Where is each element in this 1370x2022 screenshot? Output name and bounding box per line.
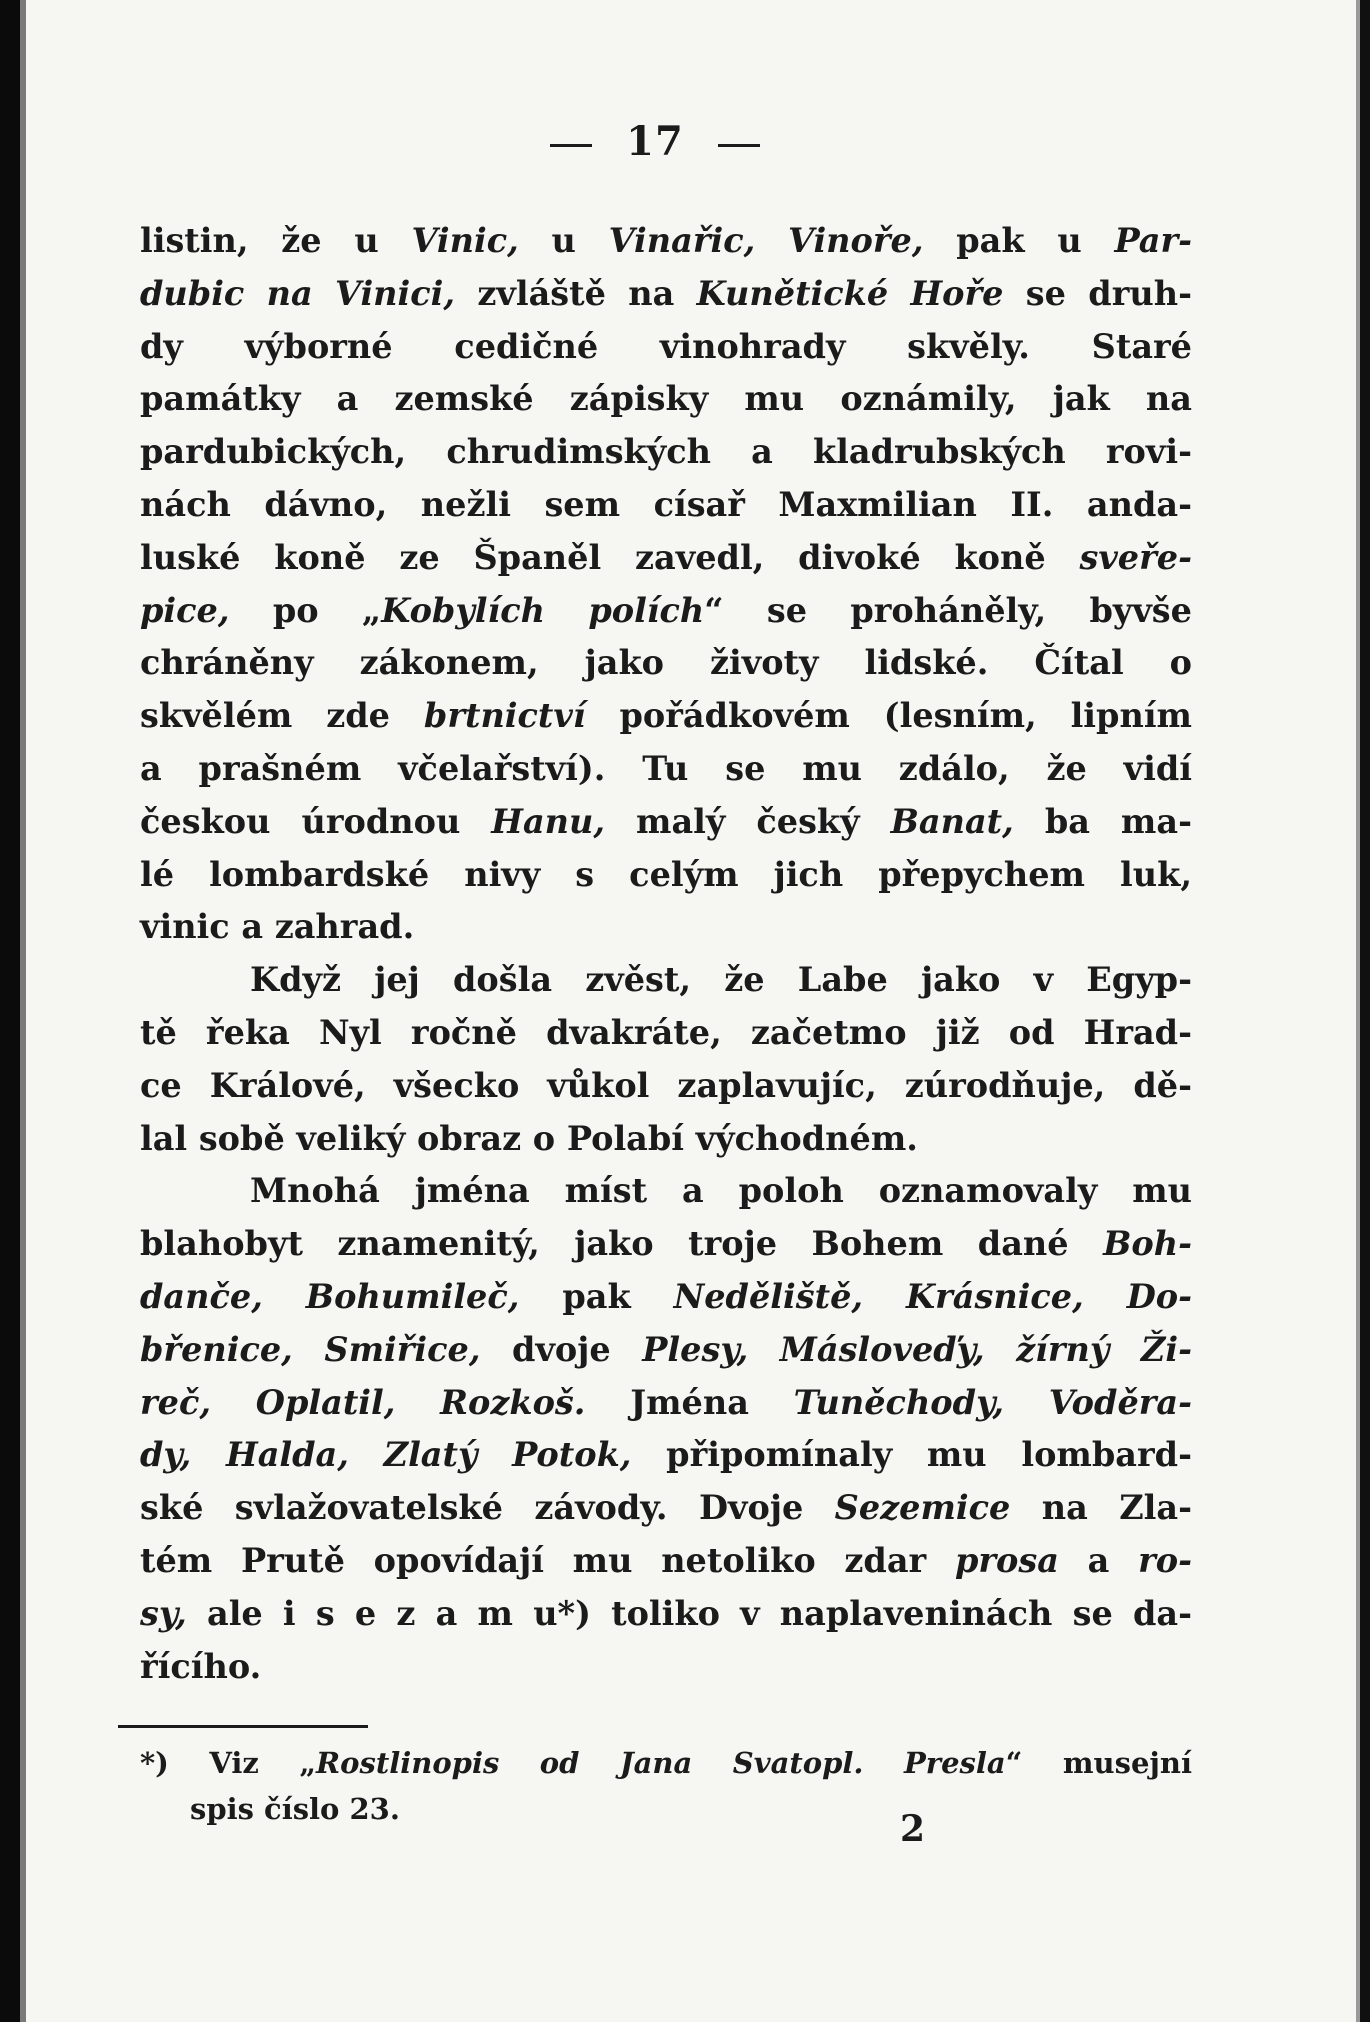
text-run: malý český (605, 801, 891, 841)
italic-term: prosa (954, 1540, 1059, 1580)
scan-left-edge-shadow (20, 0, 26, 2022)
text-run: Když jej došla zvěst, že Labe jako v Egyp- (250, 960, 1192, 1000)
italic-term: sy, (140, 1593, 187, 1633)
scan-right-edge (1360, 0, 1370, 2022)
text-line (140, 1482, 1192, 1535)
body-text (140, 215, 1192, 1693)
text-line (140, 215, 1192, 268)
text-run: vinic a zahrad. (140, 907, 415, 947)
text-line (140, 1060, 1192, 1113)
text-run: řícího. (140, 1646, 262, 1686)
text-line (140, 268, 1192, 321)
text-run: lal sobě veliký obraz o Polabí východném. (140, 1118, 918, 1158)
text-run: ské svlažovatelské závody. Dvoje (140, 1488, 835, 1528)
italic-term: pice, (140, 590, 230, 630)
page-header (0, 118, 1310, 165)
italic-term: Par- (1114, 221, 1193, 260)
text-run: lé lombardské nivy s celým jich přepychem luk, (140, 854, 1192, 894)
text-run: luské koně ze Španěl zavedl, divoké koně (140, 537, 1080, 577)
text-run: *) Viz „ (140, 1746, 317, 1780)
text-line (140, 796, 1192, 849)
text-line (140, 585, 1192, 638)
text-line (140, 1271, 1192, 1324)
italic-term: Tuněchody, Voděra- (793, 1382, 1193, 1422)
text-run: ba ma- (1013, 801, 1192, 841)
text-run: u (518, 221, 609, 260)
scan-left-edge (0, 0, 20, 2022)
italic-term: Sezemice (834, 1488, 1011, 1528)
text-run: chráněny zákonem, jako životy lidské. Čítal o (140, 643, 1192, 683)
footnote-rule (118, 1725, 368, 1728)
text-run: a (1058, 1540, 1139, 1580)
italic-term: Kunětické Hoře (696, 273, 1004, 313)
text-run: se druh- (1003, 273, 1192, 313)
italic-term: břenice, Smiřice, (140, 1329, 481, 1369)
text-line (140, 426, 1192, 479)
text-run: ce Králové, všecko vůkol zaplavujíc, zúrodňuje, dě- (140, 1065, 1192, 1105)
text-run: listin, že u (140, 221, 412, 260)
text-line (140, 901, 1192, 954)
text-line (140, 1429, 1192, 1482)
text-line (140, 690, 1192, 743)
text-run: “ musejní (1005, 1746, 1192, 1780)
scan-right-edge-shadow (1356, 0, 1360, 2022)
text-line (140, 1535, 1192, 1588)
text-run: pak (519, 1276, 674, 1316)
text-run: Jména (585, 1382, 794, 1422)
italic-term: reč, Oplatil, Rozkoš. (140, 1382, 586, 1422)
text-run: a prašném včelařství). Tu se mu zdálo, že vidí (140, 748, 1192, 788)
footnote-line (140, 1786, 1192, 1832)
text-run: tě řeka Nyl ročně dvakráte, začetmo již od Hrad- (140, 1012, 1192, 1052)
italic-term: Plesy, Másloveďy, žírný Ži- (642, 1329, 1192, 1369)
text-line (140, 849, 1192, 902)
text-line (140, 1324, 1192, 1377)
text-line (140, 1588, 1192, 1641)
text-line (140, 743, 1192, 796)
footnote-line (140, 1740, 1192, 1786)
italic-term: ro- (1138, 1540, 1192, 1580)
italic-term: Hanu, (491, 801, 606, 841)
text-run: připomínaly mu lombard- (631, 1435, 1192, 1475)
italic-term: Boh- (1103, 1224, 1192, 1264)
italic-term: Rostlinopis od Jana Svatopl. Presla (316, 1746, 1006, 1780)
text-run: spis číslo 23. (190, 1792, 400, 1826)
text-run: ale i s e z a m u*) toliko v naplaveninách se da- (186, 1593, 1192, 1633)
text-run: tém Prutě opovídají mu netoliko zdar (140, 1540, 955, 1580)
text-line (140, 1377, 1192, 1430)
header-dash-right (718, 144, 760, 147)
text-run: dy výborné cedičné vinohrady skvěly. Staré (140, 326, 1192, 366)
text-run: památky a zemské zápisky mu oznámily, jak na (140, 379, 1192, 419)
text-run: na Zla- (1010, 1488, 1192, 1528)
footnote (140, 1740, 1192, 1832)
text-run: pardubických, chrudimských a kladrubských rovi- (140, 432, 1192, 472)
italic-term: Kobylích polích (381, 590, 705, 630)
text-run: pořádkovém (lesním, lipním (585, 696, 1192, 736)
text-run: Mnohá jména míst a poloh oznamovaly mu (250, 1171, 1192, 1211)
text-line (140, 1165, 1192, 1218)
text-run: po „ (229, 590, 382, 630)
text-run: pak u (923, 221, 1115, 260)
italic-term: Banat, (890, 801, 1014, 841)
italic-term: sveře- (1079, 537, 1192, 577)
page-number: 17 (626, 118, 684, 165)
text-run: nách dávno, nežli sem císař Maxmilian II. anda- (140, 484, 1192, 524)
italic-term: dubic na Vinici, (140, 273, 456, 313)
italic-term: Vinic, (411, 221, 519, 260)
text-line (140, 321, 1192, 374)
text-run: “ se proháněly, byvše (704, 590, 1192, 630)
text-line (140, 1641, 1192, 1694)
signature-mark: 2 (900, 1808, 926, 1850)
italic-term: brtnictví (423, 696, 586, 736)
text-line (140, 1218, 1192, 1271)
header-dash-left (550, 144, 592, 147)
text-line (140, 479, 1192, 532)
italic-term: dy, Halda, Zlatý Potok, (140, 1435, 632, 1475)
text-run: českou úrodnou (140, 801, 492, 841)
text-line (140, 954, 1192, 1007)
text-run: skvělém zde (140, 696, 424, 736)
italic-term: danče, Bohumileč, (140, 1276, 520, 1316)
text-line (140, 532, 1192, 585)
italic-term: Vinařic, Vinoře, (608, 221, 924, 260)
text-line (140, 373, 1192, 426)
italic-term: Neděliště, Krásnice, Do- (673, 1276, 1192, 1316)
text-run: zvláště na (455, 273, 697, 313)
text-run: blahobyt znamenitý, jako troje Bohem dané (140, 1224, 1104, 1264)
text-line (140, 1113, 1192, 1166)
text-line (140, 637, 1192, 690)
text-run: dvoje (480, 1329, 643, 1369)
text-line (140, 1007, 1192, 1060)
